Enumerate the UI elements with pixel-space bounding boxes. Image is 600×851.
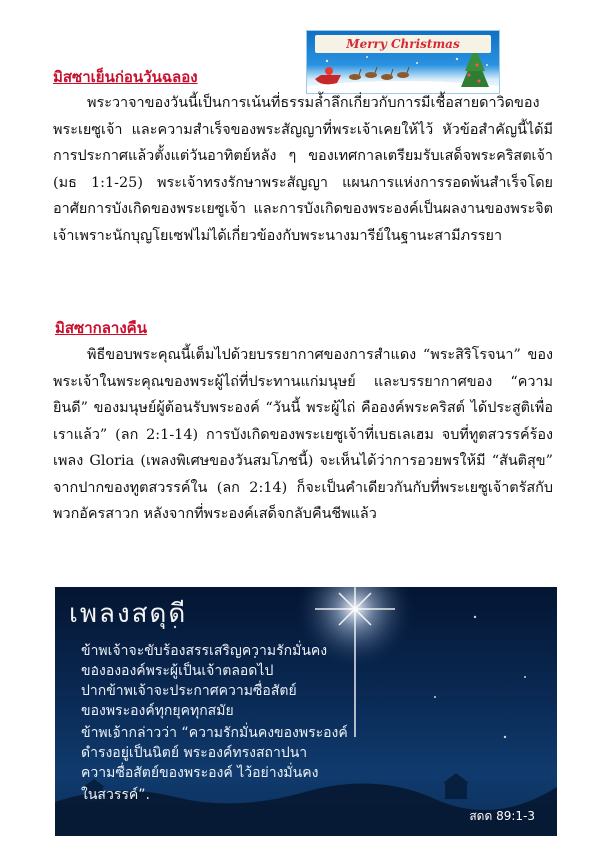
section-heading-vigil-mass: มิสซาเย็นก่อนวันฉลอง xyxy=(53,68,198,86)
psalm-line: ความซื่อสัตย์ของพระองค์ ไว้อย่างมั่นคง xyxy=(81,765,319,781)
christmas-banner xyxy=(306,30,500,94)
paragraph-text: พิธีขอบพระคุณนี้เต็มไปด้วยบรรยากาศของการสำแดง “พระสิริโรจนา” ของพระเจ้าในพระคุณของพระผู้ไถ่ที่ประทานแก่มนุษย์ และบรรยากาศของ “ความยินดี” ของมนุษย์ผู้ต้อนรับพระองค์ “วันนี้ พระผู้ไถ่ คือองค์พระคริสต์ ได้ประสูติเพื่อเราแล้ว” (ลก 2:1-14) การบังเกิดของพระเยซูเจ้าที่เบธเลเฮม จบที่ทูตสวรรค์ร้องเพลง Gloria (เพลงพิเศษของวันสมโภชนี้) จะเห็นได้ว่าการอวยพรให้มี “สันติสุข” จากปากของทูตสวรรค์ใน (ลก 2:14) ก็จะเป็นคำเดียวกันกับที่พระเยซูเจ้าตรัสกับพวกอัครสาวก หลังจากที่พระองค์เสด็จกลับคืนชีพแล้ว xyxy=(53,347,553,522)
psalm-line: ข้าพเจ้ากล่าวว่า “ความรักมั่นคงของพระองค์ xyxy=(81,725,348,741)
paragraph-text: พระวาจาของวันนี้เป็นการเน้นที่ธรรมล้ำลึกเกี่ยวกับการมีเชื้อสายดาวิดของพระเยซูเจ้า และความสำเร็จของพระสัญญาที่พระเจ้าเคยให้ไว้ หัวข้อสำคัญนี้ได้มีการประกาศแล้วตั้งแต่วันอาทิตย์หลัง ๆ ของเทศกาลเตรียมรับเสด็จพระคริสตเจ้า (มธ 1:1-25) พระเจ้าทรงรักษาพระสัญญา แผนการแห่งการรอดพ้นสำเร็จโดยอาศัยการบังเกิดของพระเยซูเจ้า และการบังเกิดของพระองค์เป็นผลงานของพระจิตเจ้าเพราะนักบุญโยเซฟไม่ได้เกี่ยวข้องกับพระนางมารีย์ในฐานะสามีภรรยา xyxy=(53,95,553,244)
psalm-line: ดำรงอยู่เป็นนิตย์ พระองค์ทรงสถาปนา xyxy=(81,745,308,761)
psalm-line: ของององค์พระผู้เป็นเจ้าตลอดไป xyxy=(81,663,274,679)
psalm-line: ในสวรรค์”. xyxy=(81,787,150,803)
section-heading-midnight-mass: มิสซากลางคืน xyxy=(55,319,147,337)
psalm-line: ข้าพเจ้าจะขับร้องสรรเสริญความรักมั่นคง xyxy=(81,643,328,659)
section-paragraph-vigil-mass xyxy=(53,90,553,249)
psalm-line: ปากข้าพเจ้าจะประกาศความซื่อสัตย์ xyxy=(81,683,297,699)
banner-title: Merry Christmas xyxy=(315,35,491,53)
psalm-card xyxy=(55,587,557,836)
section-paragraph-midnight-mass xyxy=(53,342,553,528)
psalm-reference: สดด 89:1-3 xyxy=(469,809,535,823)
psalm-line: ของพระองค์ทุกยุคทุกสมัย xyxy=(81,703,234,719)
psalm-title: เพลงสดุดี xyxy=(69,599,188,629)
